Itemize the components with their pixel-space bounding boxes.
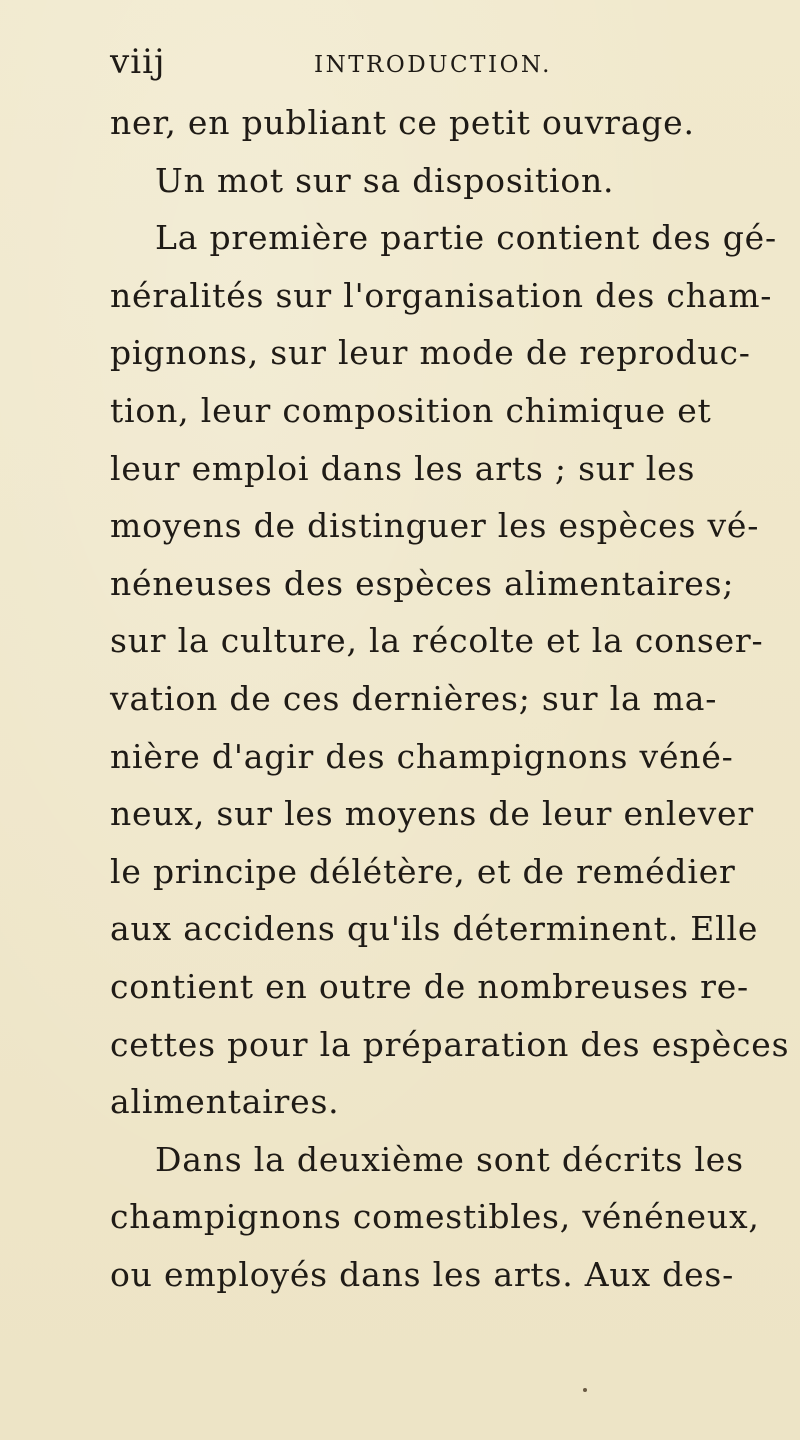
paper-speck xyxy=(583,1388,587,1392)
page-header xyxy=(110,38,710,86)
text-line: Dans la deuxième sont décrits les xyxy=(155,1139,744,1179)
text-line: leur emploi dans les arts ; sur les xyxy=(110,448,696,488)
text-line: néneuses des espèces alimentaires; xyxy=(110,563,735,603)
text-line: La première partie contient des gé- xyxy=(155,218,777,258)
text-line: alimentaires. xyxy=(110,1082,340,1122)
text-line: contient en outre de nombreuses re- xyxy=(110,966,749,1006)
text-line: pignons, sur leur mode de reproduc- xyxy=(110,333,751,373)
page-number: viij xyxy=(110,42,166,82)
text-line: nière d'agir des champignons véné- xyxy=(110,736,734,776)
text-line: ou employés dans les arts. Aux des- xyxy=(110,1254,735,1294)
text-line: tion, leur composition chimique et xyxy=(110,390,712,430)
text-line: vation de ces dernières; sur la ma- xyxy=(110,678,718,718)
text-line: aux accidens qu'ils déterminent. Elle xyxy=(110,909,759,949)
text-line: néralités sur l'organisation des cham- xyxy=(110,275,773,315)
text-line: champignons comestibles, vénéneux, xyxy=(110,1197,760,1237)
text-line: Un mot sur sa disposition. xyxy=(155,160,615,200)
text-line: le principe délétère, et de remédier xyxy=(110,851,736,891)
text-line: neux, sur les moyens de leur enlever xyxy=(110,794,754,834)
text-line: cettes pour la préparation des espèces xyxy=(110,1024,790,1064)
text-line: ner, en publiant ce petit ouvrage. xyxy=(110,103,695,142)
body-text xyxy=(110,94,790,1303)
running-head: INTRODUCTION. xyxy=(314,52,552,78)
text-line: moyens de distinguer les espèces vé- xyxy=(110,506,760,546)
text-line: sur la culture, la récolte et la conser- xyxy=(110,621,764,661)
